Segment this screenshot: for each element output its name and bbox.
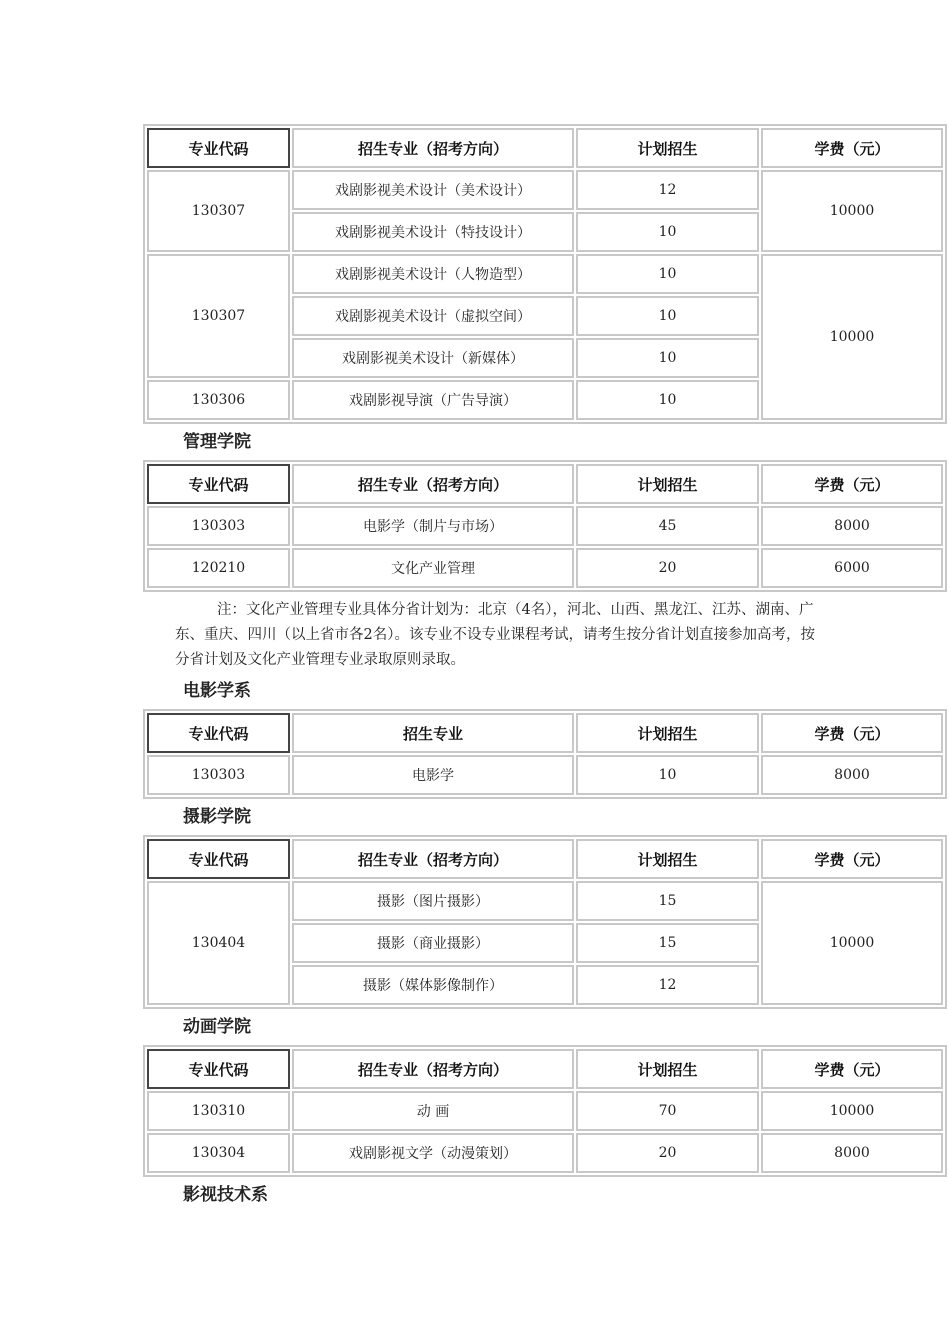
code-cell: 130404 [147,881,290,1005]
header-plan: 计划招生 [576,1049,759,1089]
table-header [147,128,943,168]
header-fee: 学费（元） [761,839,943,879]
plan-cell: 10 [576,296,759,336]
header-fee: 学费（元） [761,1049,943,1089]
major-cell: 摄影（图片摄影） [292,881,574,921]
section-title-film: 电影学系 [183,681,251,701]
header-code: 专业代码 [147,128,290,168]
table-header [147,713,943,753]
design-table [143,124,947,424]
code-cell: 130307 [147,254,290,378]
header-plan: 计划招生 [576,713,759,753]
table-row [147,881,943,921]
plan-cell: 15 [576,923,759,963]
plan-cell: 10 [576,212,759,252]
plan-cell: 45 [576,506,759,546]
major-cell: 戏剧影视文学（动漫策划） [292,1133,574,1173]
code-cell: 130303 [147,506,290,546]
header-plan: 计划招生 [576,464,759,504]
section-title-tech: 影视技术系 [183,1185,268,1205]
header-plan: 计划招生 [576,128,759,168]
fee-cell: 10000 [761,254,943,420]
fee-cell: 8000 [761,755,943,795]
plan-cell: 12 [576,965,759,1005]
header-fee: 学费（元） [761,464,943,504]
plan-cell: 15 [576,881,759,921]
major-cell: 戏剧影视导演（广告导演） [292,380,574,420]
plan-cell: 10 [576,254,759,294]
section-title-photo: 摄影学院 [183,807,251,827]
fee-cell: 10000 [761,1091,943,1131]
fee-cell: 10000 [761,881,943,1005]
plan-cell: 10 [576,755,759,795]
major-cell: 戏剧影视美术设计（新媒体） [292,338,574,378]
fee-cell: 8000 [761,506,943,546]
table-row [147,548,943,588]
table-row [147,1133,943,1173]
major-cell: 动 画 [292,1091,574,1131]
management-note: 注：文化产业管理专业具体分省计划为：北京（4名），河北、山西、黑龙江、江苏、湖南、广东、重庆、四川（以上省市各2名）。该专业不设专业课程考试，请考生按分省计划直接参加高考，按分省计划及文化产业管理专业录取原则录取。 [175,602,815,668]
table-header [147,464,943,504]
table-row [147,506,943,546]
major-cell: 电影学（制片与市场） [292,506,574,546]
fee-cell: 8000 [761,1133,943,1173]
major-cell: 戏剧影视美术设计（美术设计） [292,170,574,210]
plan-cell: 10 [576,380,759,420]
table-row [147,170,943,210]
major-cell: 戏剧影视美术设计（特技设计） [292,212,574,252]
major-cell: 戏剧影视美术设计（虚拟空间） [292,296,574,336]
header-major: 招生专业（招考方向） [292,464,574,504]
fee-cell: 10000 [761,170,943,252]
table-row [147,755,943,795]
code-cell: 130307 [147,170,290,252]
table-row [147,1091,943,1131]
header-plan: 计划招生 [576,839,759,879]
header-code: 专业代码 [147,839,290,879]
header-major: 招生专业（招考方向） [292,1049,574,1089]
fee-cell: 6000 [761,548,943,588]
major-cell: 摄影（媒体影像制作） [292,965,574,1005]
photo-table [143,835,947,1009]
animation-table [143,1045,947,1177]
header-code: 专业代码 [147,464,290,504]
plan-cell: 12 [576,170,759,210]
major-cell: 摄影（商业摄影） [292,923,574,963]
plan-cell: 70 [576,1091,759,1131]
code-cell: 130303 [147,755,290,795]
header-major: 招生专业（招考方向） [292,839,574,879]
plan-cell: 20 [576,548,759,588]
header-major: 招生专业 [292,713,574,753]
header-major: 招生专业（招考方向） [292,128,574,168]
table-header [147,839,943,879]
plan-cell: 20 [576,1133,759,1173]
header-code: 专业代码 [147,1049,290,1089]
table-header [147,1049,943,1089]
header-fee: 学费（元） [761,128,943,168]
major-cell: 电影学 [292,755,574,795]
code-cell: 130310 [147,1091,290,1131]
header-fee: 学费（元） [761,713,943,753]
plan-cell: 10 [576,338,759,378]
header-code: 专业代码 [147,713,290,753]
document-page [143,124,947,1213]
table-row [147,254,943,294]
major-cell: 戏剧影视美术设计（人物造型） [292,254,574,294]
code-cell: 130304 [147,1133,290,1173]
code-cell: 130306 [147,380,290,420]
section-title-animation: 动画学院 [183,1017,251,1037]
code-cell: 120210 [147,548,290,588]
management-table [143,460,947,592]
film-table [143,709,947,799]
section-title-management: 管理学院 [183,432,251,452]
major-cell: 文化产业管理 [292,548,574,588]
